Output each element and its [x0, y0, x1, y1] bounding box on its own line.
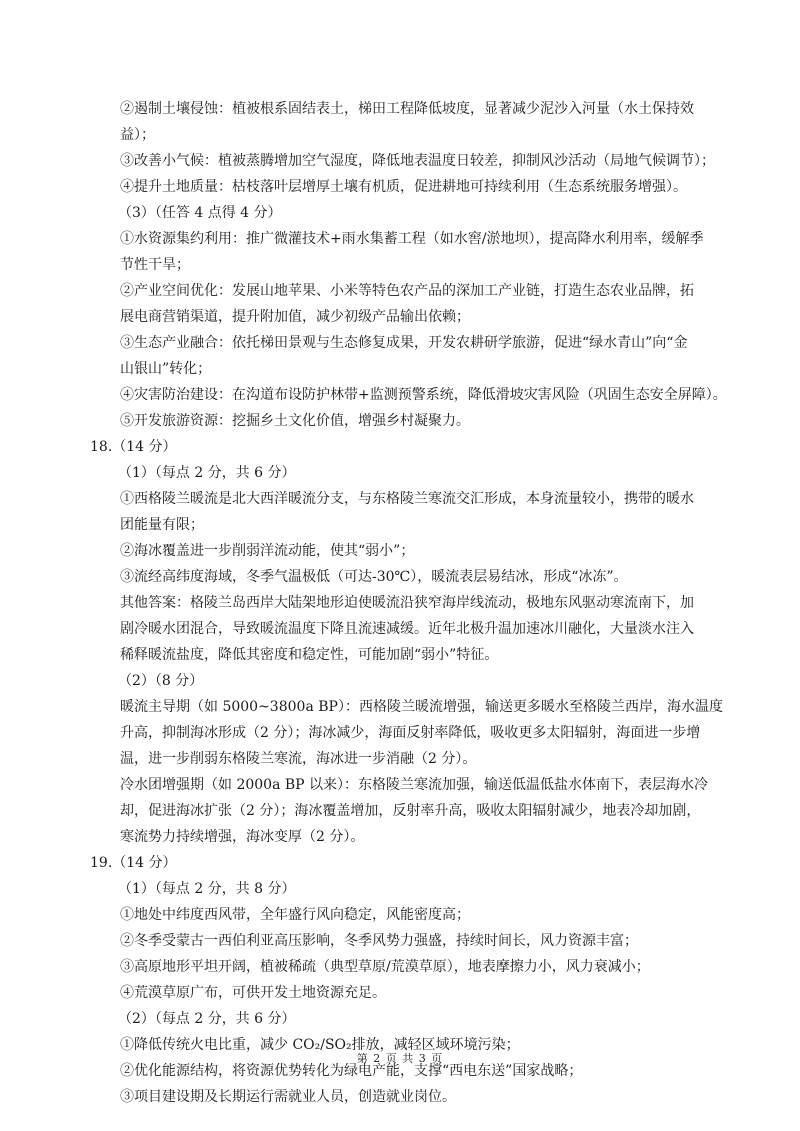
text-line: 19.（14 分）: [90, 855, 177, 871]
text-line: （1）（每点 2 分，共 8 分）: [118, 881, 296, 897]
text-line: ④荒漠草原广布，可供开发土地资源充足。: [120, 985, 386, 1001]
text-line: ③项目建设期及长期运行需就业人员，创造就业岗位。: [120, 1089, 456, 1105]
text-line: ①水资源集约利用：推广微灌技术+雨水集蓄工程（如水窖/淤地坝），提高降水利用率，缓解季: [120, 231, 704, 247]
text-line: 温，进一步削弱东格陵兰寒流，海冰进一步消融（2 分）。: [120, 751, 477, 767]
text-line: 节性干旱；: [120, 257, 190, 273]
text-line: 暖流主导期（如 5000~3800a BP）：西格陵兰暖流增强，输送更多暖水至格陵兰西岸，海水温度: [120, 699, 723, 715]
text-line: （2）（每点 2 分，共 6 分）: [118, 1011, 296, 1027]
text-line: ③流经高纬度海域，冬季气温极低（可达-30℃），暖流表层易结冰，形成“冰冻”。: [120, 569, 628, 585]
text-line: ②海冰覆盖进一步削弱洋流动能，使其“弱小”；: [120, 543, 415, 559]
text-line: 升高，抑制海冰形成（2 分）；海冰减少，海面反射率降低，吸收更多太阳辐射，海面进一步增: [120, 725, 701, 741]
text-line: 18.（14 分）: [90, 439, 177, 455]
text-line: 其他答案：格陵兰岛西岸大陆架地形迫使暖流沿狭窄海岸线流动，极地东风驱动寒流南下，加: [120, 595, 694, 611]
text-line: ⑤开发旅游资源：挖掘乡土文化价值，增强乡村凝聚力。: [120, 413, 470, 429]
text-line: 团能量有限；: [120, 517, 204, 533]
text-line: ③生态产业融合：依托梯田景观与生态修复成果，开发农耕研学旅游，促进“绿水青山”向“金: [120, 335, 688, 351]
text-line: （3）（任答 4 点得 4 分）: [118, 205, 282, 221]
text-line: ①西格陵兰暖流是北大西洋暖流分支，与东格陵兰寒流交汇形成，本身流量较小，携带的暖水: [120, 491, 694, 507]
text-line: ④灾害防治建设：在沟道布设防护林带+监测预警系统，降低滑坡灾害风险（巩固生态安全屏障）。: [120, 387, 727, 403]
text-line: （1）（每点 2 分，共 6 分）: [118, 465, 296, 481]
text-line: ②冬季受蒙古一西伯利亚高压影响，冬季风势力强盛，持续时间长，风力资源丰富；: [120, 933, 638, 949]
text-line: 山银山”转化；: [120, 361, 212, 377]
text-line: 展电商营销渠道，提升附加值，减少初级产品输出依赖；: [120, 309, 470, 325]
text-line: ③高原地形平坦开阔，植被稀疏（典型草原/荒漠草原），地表摩擦力小，风力衰减小；: [120, 959, 650, 975]
page-footer: 第 2 页 共 3 页: [356, 1052, 444, 1065]
text-line: 稀释暖流盐度，降低其密度和稳定性，可能加剧“弱小”特征。: [120, 647, 499, 663]
text-line: ①降低传统火电比重，减少 CO₂/SO₂排放，减轻区域环境污染；: [120, 1037, 520, 1053]
text-line: ②遏制土壤侵蚀：植被根系固结表土，梯田工程降低坡度，显著减少泥沙入河量（水土保持效: [120, 101, 694, 117]
text-line: ②产业空间优化：发展山地苹果、小米等特色农产品的深加工产业链，打造生态农业品牌，拓: [120, 283, 694, 299]
text-line: 寒流势力持续增强，海冰变厚（2 分）。: [120, 829, 365, 845]
text-line: ③改善小气候：植被蒸腾增加空气湿度，降低地表温度日较差，抑制风沙活动（局地气候调节）；: [120, 153, 715, 169]
text-line: （2）（8 分）: [118, 673, 204, 689]
text-line: ④提升土地质量：枯枝落叶层增厚土壤有机质，促进耕地可持续利用（生态系统服务增强）。: [120, 179, 687, 195]
text-line: 益）；: [120, 127, 155, 143]
text-line: ②优化能源结构，将资源优势转化为绿电产能，支撑“西电东送”国家战略；: [120, 1063, 583, 1079]
text-line: 却，促进海冰扩张（2 分）；海冰覆盖增加，反射率升高，吸收太阳辐射减少，地表冷却加剧，: [120, 803, 701, 819]
text-line: ①地处中纬度西风带，全年盛行风向稳定，风能密度高；: [120, 907, 470, 923]
answer-key-content: [90, 96, 727, 1110]
text-line: 冷水团增强期（如 2000a BP 以来）：东格陵兰寒流加强，输送低温低盐水体南下，表层海水冷: [120, 777, 709, 793]
text-line: 剧冷暖水团混合，导致暖流温度下降且流速减缓。近年北极升温加速冰川融化，大量淡水注入: [120, 621, 694, 637]
